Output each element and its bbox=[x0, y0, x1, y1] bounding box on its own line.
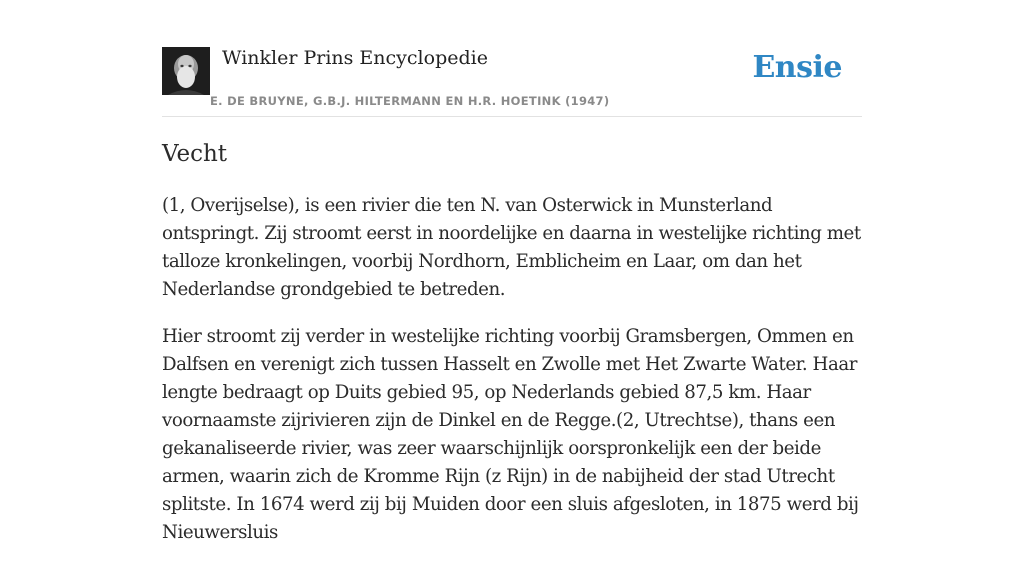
author-avatar[interactable] bbox=[162, 47, 210, 95]
article-body bbox=[162, 192, 862, 566]
content-column bbox=[162, 0, 862, 543]
article-paragraph: Hier stroomt zij verder in westelijke richting voorbij Gramsbergen, Ommen en Dalfsen en verenigt zich tussen Hasselt en Zwolle met Het Zwarte Water. Haar lengte bedraagt op Duits gebied 95, op Nederlands gebied 87,5 km. Haar voornaamste zijrivieren zijn de Dinkel en de Regge.(2, Utrechtse), thans een gekanaliseerde rivier, was zeer waarschijnlijk oorspronkelijk een der beide armen, waarin zich de Kromme Rijn (z Rijn) in de nabijheid der stad Utrecht splitste. In 1674 werd zij bij Muiden door een sluis afgesloten, in 1875 werd bij Nieuwersluis bbox=[162, 326, 859, 543]
portrait-photo-icon bbox=[162, 47, 210, 95]
article-paragraph: (1, Overijselse), is een rivier die ten N. van Osterwick in Munsterland ontspringt. Zij stroomt eerst in noordelijke en daarna in westelijke richting met talloze kronkelingen, voorbij Nordhorn, Emblicheim en Laar, om dan het Nederlandse grondgebied te betreden. bbox=[162, 195, 861, 300]
brand-logo[interactable]: Ensie bbox=[752, 50, 842, 85]
article-title: Vecht bbox=[162, 141, 228, 167]
authors-line: E. DE BRUYNE, G.B.J. HILTERMANN EN H.R. HOETINK (1947) bbox=[210, 94, 610, 108]
site-title[interactable]: Winkler Prins Encyclopedie bbox=[222, 47, 488, 69]
site-header bbox=[162, 0, 862, 117]
